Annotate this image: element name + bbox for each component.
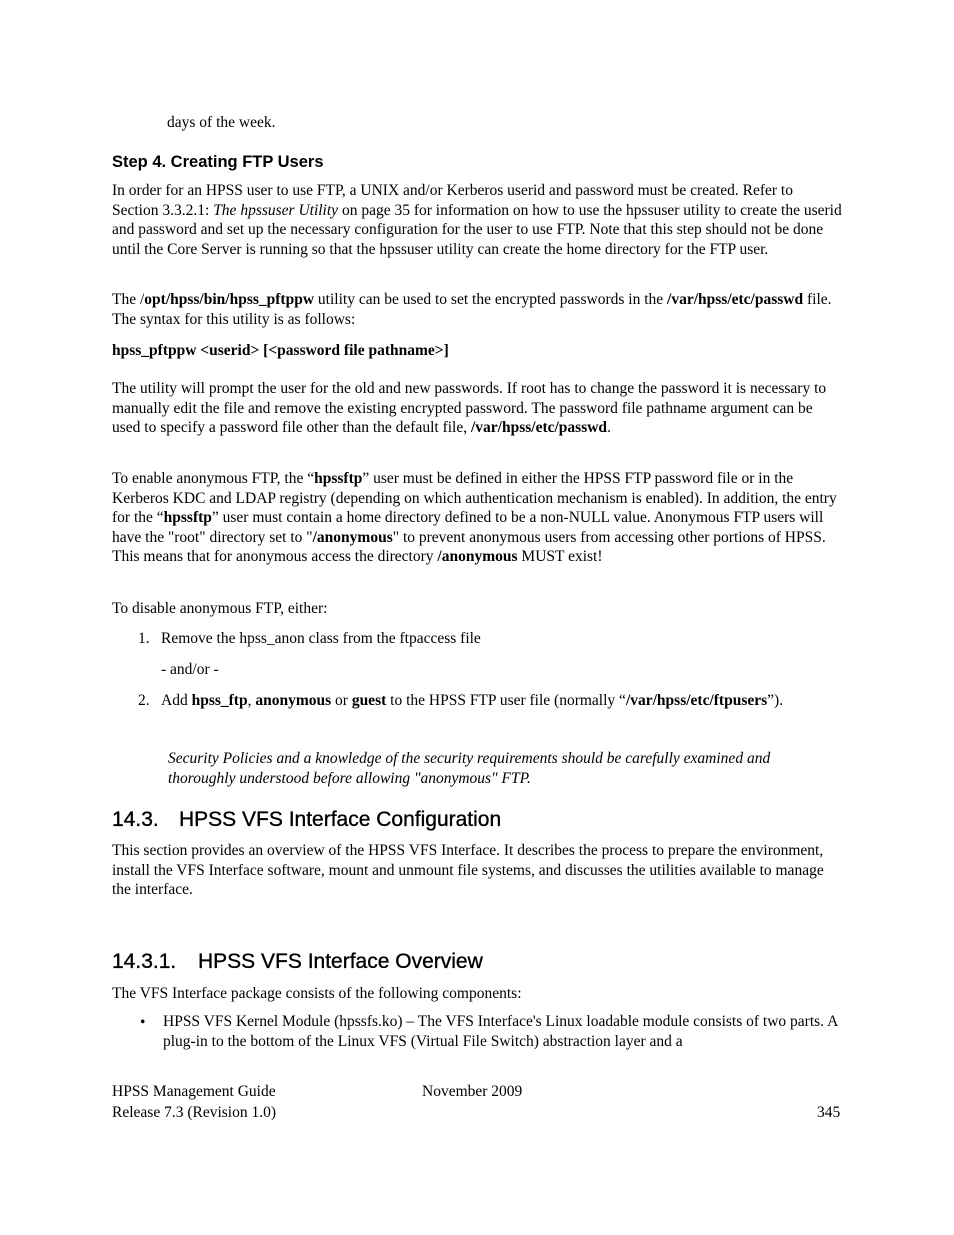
syntax-line: hpss_pftppw <userid> [<password file pathname>] — [112, 342, 449, 359]
list-text — [138, 691, 842, 711]
footer-guide-title: HPSS Management Guide — [112, 1083, 276, 1100]
step4-paragraph-3 — [112, 379, 842, 438]
file-path: /var/hpss/etc/passwd — [470, 419, 608, 437]
text: ”). — [767, 692, 784, 709]
directory-path: /anonymous — [437, 548, 518, 566]
text: The / — [112, 291, 145, 308]
step4-paragraph-5: To disable anonymous FTP, either: — [112, 600, 328, 617]
text: ” user must be defined in either the HPSS FTP password file or in the Kerberos KDC and LDAP registry (depending on which authentication mechanism is enabled). In addition, the entry for the “ — [112, 470, 837, 527]
section-14-3-1-paragraph: The VFS Interface package consists of the following components: — [112, 985, 522, 1002]
footer-release: Release 7.3 (Revision 1.0) — [112, 1104, 277, 1121]
section-title: HPSS VFS Interface Configuration — [179, 808, 502, 831]
section-number: 14.3. — [112, 808, 159, 831]
directory-path: /anonymous — [312, 528, 393, 546]
username: anonymous — [255, 692, 332, 709]
step4-paragraph-4 — [112, 469, 842, 567]
step4-heading: Step 4. Creating FTP Users — [112, 153, 324, 171]
list-number: 1. — [138, 630, 150, 647]
text: to the HPSS FTP user file (normally “ — [386, 692, 626, 709]
text: To enable anonymous FTP, the “ — [112, 470, 315, 487]
list-text: Remove the hpss_anon class from the ftpaccess file — [161, 630, 481, 647]
list-item-2 — [138, 691, 842, 711]
username: hpss_ftp — [191, 692, 248, 709]
text: In order for an HPSS user to use FTP, a UNIX and/or Kerberos userid and password must be created. Refer to Section 3.3.2.1: — [112, 182, 793, 219]
list-number: 2. — [138, 692, 150, 709]
security-note: Security Policies and a knowledge of the security requirements should be carefully examined and thoroughly understood before allowing "anonymous" FTP. — [168, 750, 771, 787]
username: hpssftp — [314, 470, 363, 487]
text: The utility will prompt the user for the old and new passwords. If root has to change the password it is necessary to manually edit the file and remove the existing encrypted password. The password file pathname argument can be used to specify a password file other than the default file, — [112, 380, 827, 437]
section-number: 14.3.1. — [112, 950, 177, 973]
section-14-3-paragraph: This section provides an overview of the HPSS VFS Interface. It describes the process to prepare the environment, install the VFS Interface software, mount and unmount file systems, and discusses the utilities available to manage the interface. — [112, 842, 824, 899]
text: , — [247, 692, 256, 709]
text: . — [607, 419, 611, 437]
file-path: /var/hpss/etc/passwd — [667, 291, 804, 308]
footer-date: November 2009 — [422, 1083, 523, 1100]
footer-page-number: 345 — [817, 1104, 841, 1121]
bullet-marker: • — [140, 1014, 146, 1031]
step4-paragraph-2 — [112, 290, 842, 329]
section-title: HPSS VFS Interface Overview — [198, 950, 483, 973]
text: utility can be used to set the encrypted passwords in the — [314, 291, 668, 308]
bullet-item-vfs-kernel-module: HPSS VFS Kernel Module (hpssfs.ko) – The VFS Interface's Linux loadable module consists of two parts. A plug-in to the bottom of the Linux VFS (Virtual File Switch) abstraction layer and a — [163, 1013, 838, 1050]
text: Add — [161, 692, 192, 709]
text: ” user must contain a home directory defined to be a non-NULL value. Anonymous FTP users will have the "root" directory set to " — [112, 509, 824, 546]
and-or-separator: - and/or - — [161, 661, 219, 678]
section-14-3-heading — [112, 808, 842, 832]
text: " to prevent anonymous users from accessing other portions of HPSS. This means that for anonymous access the directory — [112, 528, 826, 566]
section-reference: The hpssuser Utility — [213, 201, 339, 219]
text: on page 35 for information on how to use the hpssuser utility to create the userid and password and set up the necessary configuration for the user to use FTP. Note that this step should not be done until the Core Server is running so that the hpssuser utility can create the home directory for the FTP user. — [112, 201, 842, 258]
username: guest — [351, 692, 387, 709]
list-item-1 — [138, 629, 842, 649]
username: hpssftp — [163, 509, 212, 527]
text: or — [331, 692, 352, 709]
command-path: opt/hpss/bin/hpss_pftppw — [144, 291, 315, 308]
section-14-3-1-heading — [112, 950, 842, 974]
file-path: /var/hpss/etc/ftpusers — [625, 692, 768, 709]
text: MUST exist! — [517, 548, 603, 566]
step4-paragraph-1 — [112, 181, 842, 259]
text: file. The syntax for this utility is as follows: — [112, 291, 832, 328]
top-fragment: days of the week. — [167, 114, 276, 131]
